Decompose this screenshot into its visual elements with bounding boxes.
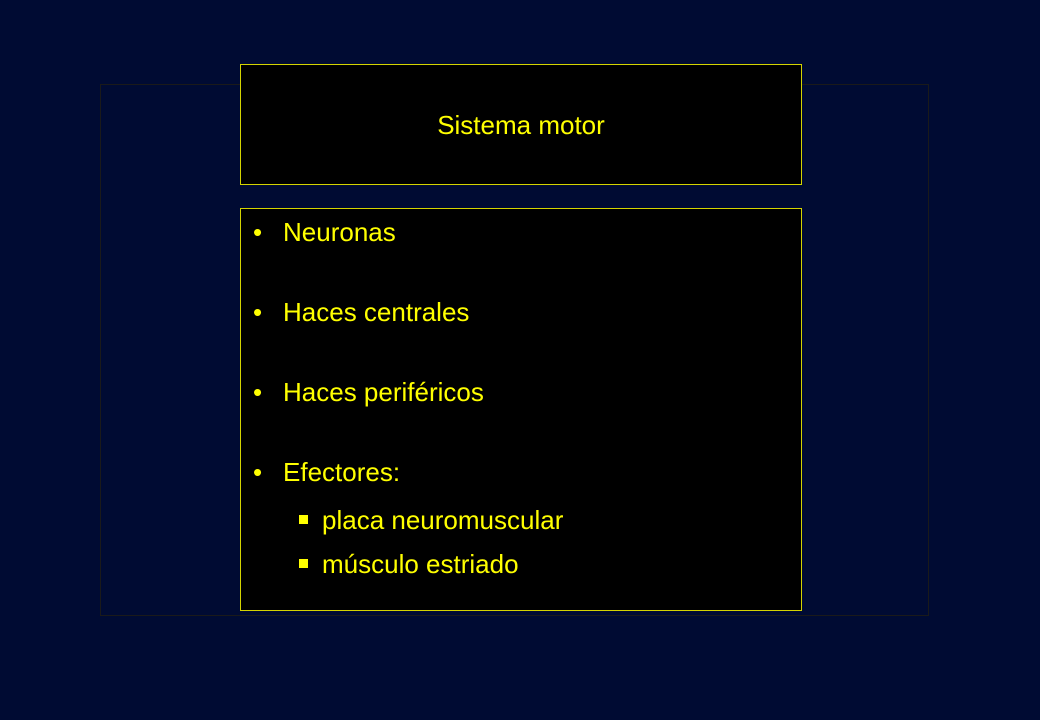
bullet-icon: • — [253, 217, 263, 247]
list-item-label: Haces centrales — [283, 297, 470, 327]
title-box — [240, 64, 802, 185]
list-item — [253, 297, 469, 327]
sub-list-item-label: placa neuromuscular — [322, 505, 564, 535]
list-item-label: Efectores: — [283, 457, 401, 487]
sub-list-item-label: músculo estriado — [322, 549, 519, 579]
bullet-icon: • — [253, 457, 263, 487]
square-bullet-icon — [299, 515, 308, 524]
bullet-icon: • — [253, 297, 263, 327]
slide-title: Sistema motor — [437, 110, 605, 140]
list-item — [253, 217, 396, 247]
list-item-label: Haces periféricos — [283, 377, 484, 407]
square-bullet-icon — [299, 559, 308, 568]
list-item-label: Neuronas — [283, 217, 396, 247]
list-item — [253, 457, 400, 487]
bullet-icon: • — [253, 377, 263, 407]
list-item — [253, 377, 484, 407]
sub-list-item — [299, 549, 519, 579]
sub-list-item — [299, 505, 563, 535]
content-box — [240, 208, 802, 611]
